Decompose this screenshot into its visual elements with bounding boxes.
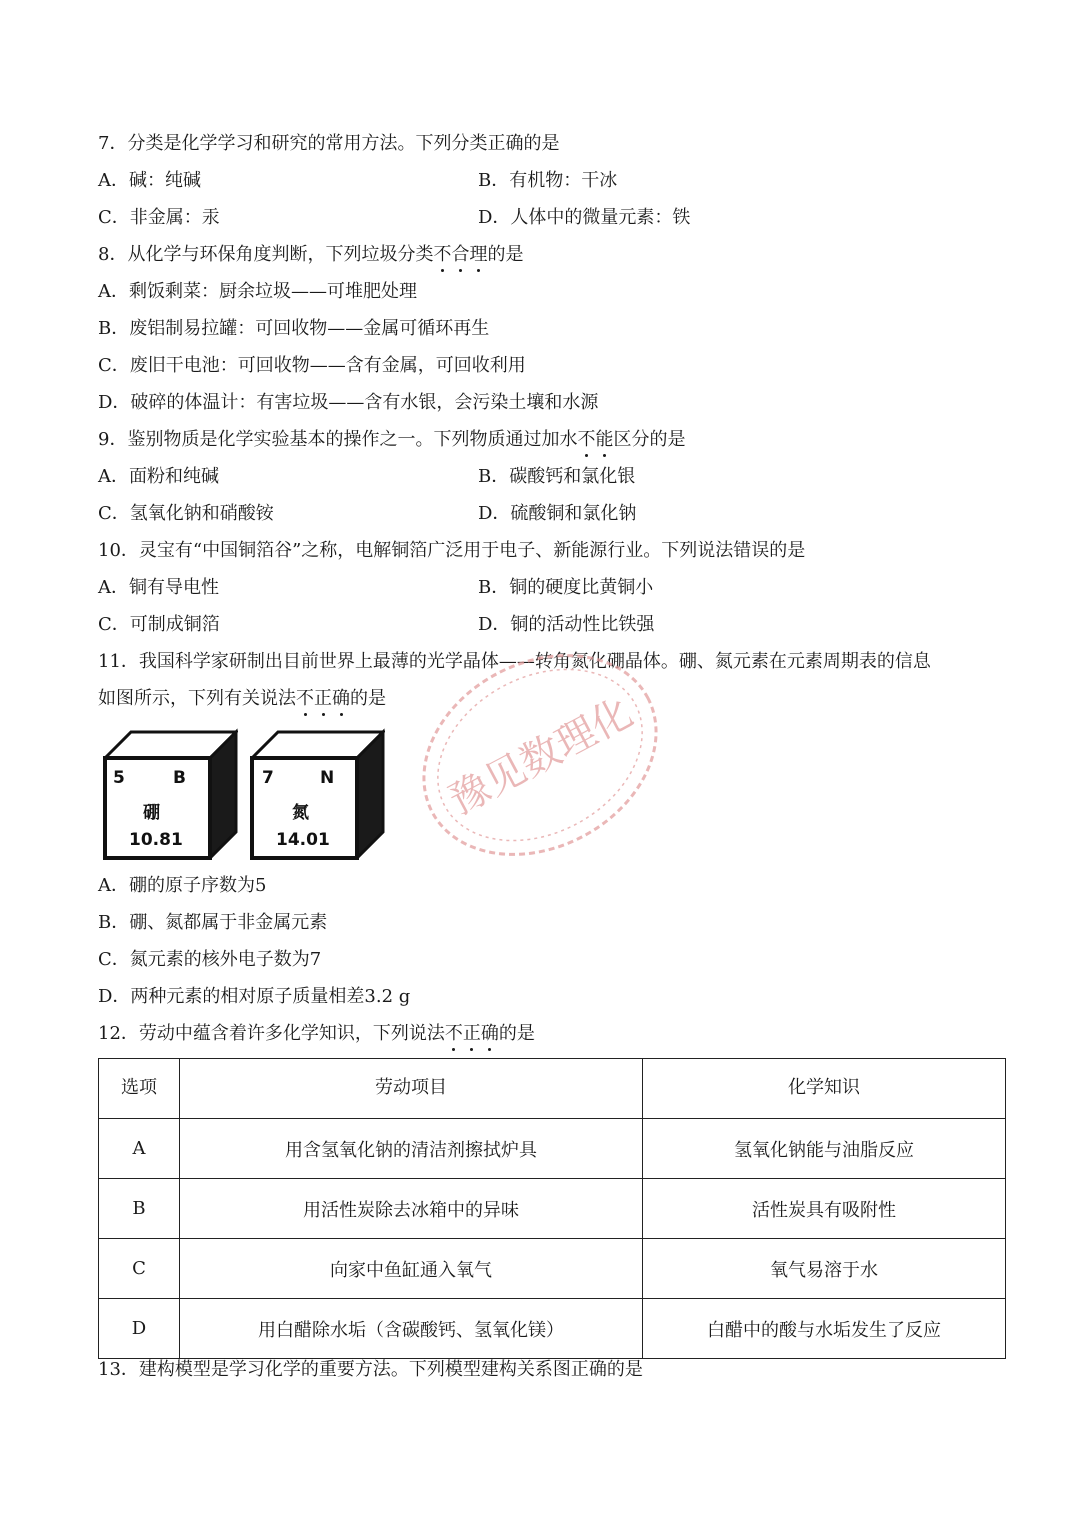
q7-option-c: C．非金属：汞 (98, 207, 220, 228)
q8-emphasis-char: 理 (469, 244, 488, 265)
q9-option-d: D．硫酸铜和氯化钠 (478, 503, 637, 524)
q12-stem-pre: 12．劳动中蕴含着许多化学知识，下列说法 (98, 1023, 445, 1044)
q10-option-b: B．铜的硬度比黄铜小 (478, 577, 654, 598)
q8-option-b: B．废铝制易拉罐：可回收物——金属可循环再生 (98, 318, 490, 339)
question-11-stem-line2 (98, 687, 386, 711)
q9-option-a: A．面粉和纯碱 (98, 466, 219, 487)
watermark-stamp (400, 640, 680, 870)
q8-stem-post: 的是 (487, 244, 524, 265)
q7-option-b: B．有机物：干冰 (478, 170, 618, 191)
q11-emphasis-char: 不 (296, 688, 314, 709)
element-card-nitrogen (250, 728, 385, 860)
row-labor-item: 用活性炭除去冰箱中的异味 (180, 1179, 643, 1239)
q11-option-c: C．氮元素的核外电子数为7 (98, 949, 322, 970)
q10-option-c: C．可制成铜箔 (98, 614, 220, 635)
q9-option-b: B．碳酸钙和氯化银 (478, 466, 636, 487)
element-symbol: N (320, 768, 335, 788)
q9-option-c: C．氢氧化钠和硝酸铵 (98, 503, 274, 524)
element-name: 氮 (292, 803, 309, 823)
element-symbol: B (173, 768, 186, 788)
q11-option-a: A．硼的原子序数为5 (98, 875, 267, 896)
q9-stem-post: 区分的是 (613, 429, 686, 450)
row-option-label: C (99, 1239, 180, 1299)
atomic-number: 7 (262, 768, 274, 788)
q11-option-d: D．两种元素的相对原子质量相差3.2 g (98, 986, 411, 1007)
element-card-boron (103, 728, 238, 860)
q12-emphasis-char: 正 (462, 1023, 481, 1044)
q7-option-d: D．人体中的微量元素：铁 (478, 207, 691, 228)
row-option-label: B (99, 1179, 180, 1239)
atomic-mass: 10.81 (129, 830, 183, 850)
q12-emphasis-char: 不 (444, 1023, 463, 1044)
q10-option-d: D．铜的活动性比铁强 (478, 614, 655, 635)
row-chem-knowledge: 氧气易溶于水 (643, 1239, 1006, 1299)
row-chem-knowledge: 活性炭具有吸附性 (643, 1179, 1006, 1239)
question-13-stem: 13．建构模型是学习化学的重要方法。下列模型建构关系图正确的是 (98, 1359, 643, 1380)
table-row (99, 1119, 1006, 1179)
table-row (99, 1239, 1006, 1299)
q9-emphasis-char: 不 (577, 429, 596, 450)
watermark-text: 豫见数理化 (441, 689, 641, 825)
q10-option-a: A．铜有导电性 (98, 577, 219, 598)
row-chem-knowledge: 氢氧化钠能与油脂反应 (643, 1119, 1006, 1179)
q7-option-a: A．碱：纯碱 (98, 170, 201, 191)
question-8-stem (98, 243, 523, 267)
q12-emphasis-char: 确 (480, 1023, 499, 1044)
row-option-label: A (99, 1119, 180, 1179)
question-11-stem-line1: 11．我国科学家研制出目前世界上最薄的光学晶体——转角氮化硼晶体。硼、氮元素在元素周期表的信息 (98, 651, 931, 672)
q11-emphasis-char: 确 (332, 688, 350, 709)
q11-stem-post: 的是 (350, 688, 386, 709)
q8-emphasis-char: 不 (433, 244, 452, 265)
header-chem-knowledge: 化学知识 (643, 1059, 1006, 1119)
q12-stem-post: 的是 (498, 1023, 535, 1044)
q9-stem-pre: 9．鉴别物质是化学实验基本的操作之一。下列物质通过加水 (98, 429, 578, 450)
q8-stem-pre: 8．从化学与环保角度判断，下列垃圾分类 (98, 244, 434, 265)
question-12-stem (98, 1022, 535, 1046)
q8-option-a: A．剩饭剩菜：厨余垃圾——可堆肥处理 (98, 281, 417, 302)
labor-knowledge-table (98, 1058, 1006, 1359)
q8-option-d: D．破碎的体温计：有害垃圾——含有水银，会污染土壤和水源 (98, 392, 599, 413)
row-labor-item: 用含氢氧化钠的清洁剂擦拭炉具 (180, 1119, 643, 1179)
table-row (99, 1299, 1006, 1359)
row-chem-knowledge: 白醋中的酸与水垢发生了反应 (643, 1299, 1006, 1359)
atomic-number: 5 (113, 768, 125, 788)
header-option: 选项 (99, 1059, 180, 1119)
element-name: 硼 (143, 803, 160, 823)
question-7-stem: 7．分类是化学学习和研究的常用方法。下列分类正确的是 (98, 133, 560, 154)
row-option-label: D (99, 1299, 180, 1359)
q8-emphasis-char: 合 (451, 244, 470, 265)
row-labor-item: 向家中鱼缸通入氧气 (180, 1239, 643, 1299)
question-9-stem (98, 428, 685, 452)
q11-emphasis-char: 正 (314, 688, 332, 709)
atomic-mass: 14.01 (276, 830, 330, 850)
header-labor-item: 劳动项目 (180, 1059, 643, 1119)
q11-stem-pre: 如图所示，下列有关说法 (98, 688, 296, 709)
table-header-row (99, 1059, 1006, 1119)
question-10-stem: 10．灵宝有“中国铜箔谷”之称，电解铜箔广泛用于电子、新能源行业。下列说法错误的是 (98, 540, 806, 561)
row-labor-item: 用白醋除水垢（含碳酸钙、氢氧化镁） (180, 1299, 643, 1359)
q8-option-c: C．废旧干电池：可回收物——含有金属，可回收利用 (98, 355, 526, 376)
table-row (99, 1179, 1006, 1239)
q11-option-b: B．硼、氮都属于非金属元素 (98, 912, 328, 933)
q9-emphasis-char: 能 (595, 429, 614, 450)
